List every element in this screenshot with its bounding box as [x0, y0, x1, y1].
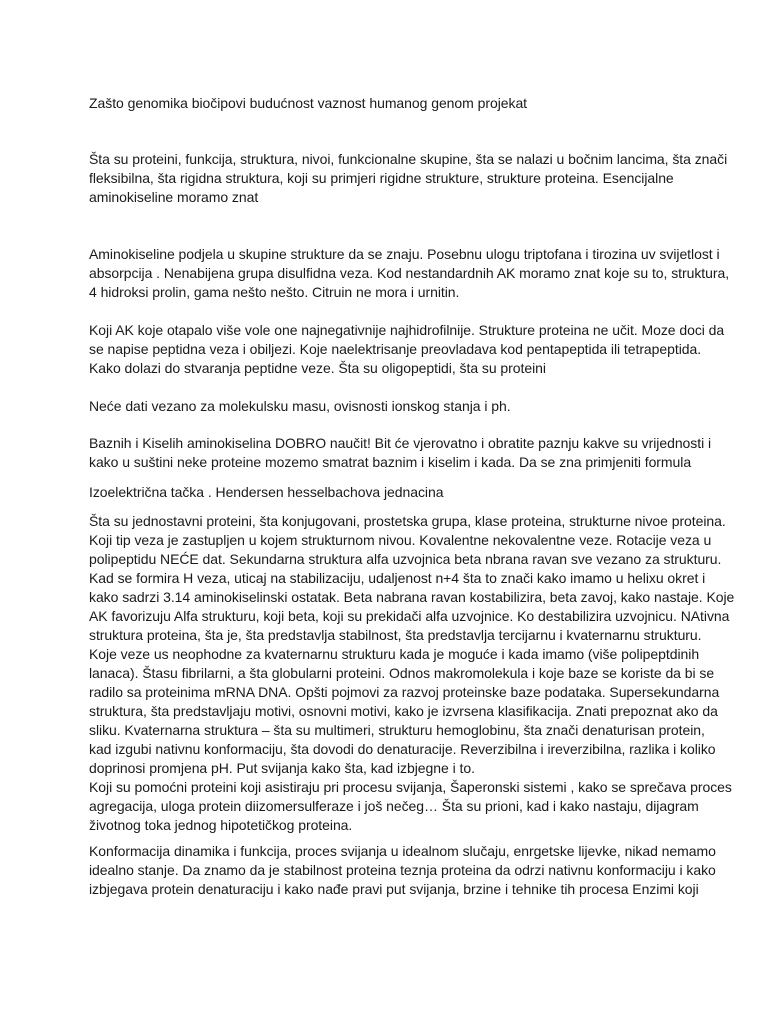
text-line: aminokiseline moramo znat — [89, 189, 259, 205]
text-line: Zašto genomika biočipovi budućnost vaznost humanog genom projekat — [89, 95, 528, 111]
text-line: struktura, šta predstavljaju motivi, osnovni motivi, kako je izvrsena klasifikacija. Znati prepoznat ako da — [89, 703, 718, 719]
text-line: Kad se formira H veza, uticaj na stabilizaciju, udaljenost n+4 šta to znači kako imamo u helixu okret i — [89, 570, 706, 586]
text-line: agregacija, uloga protein diizomersulferaze i još nečeg… Šta su prioni, kad i kako nastaju, dijagram — [89, 798, 699, 814]
isoelectric-point-paragraph — [89, 483, 749, 502]
text-line: radilo sa proteinima mRNA DNA. Opšti pojmovi za razvoj proteinske baze podataka. Supersekundarna — [89, 684, 720, 700]
text-line: kako u suštini neke proteine mozemo smatrat baznim i kiselim i kada. Da se zna primjeniti formula — [89, 454, 692, 470]
amino-acids-paragraph — [89, 245, 749, 302]
text-line: lanaca). Štasu fibrilarni, a šta globularni proteini. Odnos makromolekula i koje baze se koriste da bi se — [89, 665, 715, 681]
text-line: struktura proteina, šta je, šta predstavlja stabilnost, šta predstavlja tercijarnu i kvaternarnu strukturu. — [89, 627, 702, 643]
text-line: izbjegava protein denaturaciju i kako nađe pravi put svijanja, brzine i tehnike tih procesa Enzimi koji — [89, 881, 699, 897]
text-line: životnog toka jednog hipotetičkog proteina. — [89, 817, 353, 833]
text-line: Aminokiseline podjela u skupine strukture da se znaju. Posebnu ulogu triptofana i tirozina uv svijetlost i — [89, 246, 720, 262]
text-line: Baznih i Kiselih aminokiselina DOBRO naučit! Bit će vjerovatno i obratite paznju kakve su vrijednosti i — [89, 435, 712, 451]
text-line: Izoelektrična tačka . Hendersen hesselbachova jednacina — [89, 484, 444, 500]
proteins-paragraph — [89, 150, 749, 207]
text-line: fleksibilna, šta rigidna struktura, koji su primjeri rigidne strukture, strukture proteina. Esencijalne — [89, 170, 674, 186]
text-line: kako sadrzi 3.14 aminokiselinski ostatak. Beta nabrana ravan kostabilizira, beta zavoj, kako nastaje. Koje — [89, 589, 735, 605]
text-line: AK favorizuju Alfa strukturu, koji beta, koji su prekidači alfa uzvojnice. Ko destabilizira uzvojnicu. NAtivna — [89, 608, 730, 624]
conformation-paragraph — [89, 842, 749, 899]
text-line: Koji tip veza je zastupljen u kojem strukturnom nivou. Kovalentne nekovalentne veze. Rotacije veza u — [89, 532, 712, 548]
text-line: sliku. Kvaternarna struktura – šta su multimeri, strukturu hemoglobinu, šta znači denaturisan protein, — [89, 722, 705, 738]
text-line: Koji su pomoćni proteini koji asistiraju pri procesu svijanja, Šaperonski sistemi , kako se sprečava proces — [89, 779, 732, 795]
solvent-peptide-paragraph — [89, 321, 749, 378]
text-line: Koji AK koje otapalo više vole one najnegativnije najhidrofilnije. Strukture proteina ne učit. Moze doci da — [89, 322, 725, 338]
text-line: Kako dolazi do stvaranja peptidne veze. Šta su oligopeptidi, šta su proteini — [89, 360, 546, 376]
protein-structure-paragraph — [89, 512, 749, 835]
basic-acidic-paragraph — [89, 434, 749, 472]
text-line: doprinosi promjena pH. Put svijanja kako šta, kad izbjegne i to. — [89, 760, 475, 776]
text-line: Neće dati vezano za molekulsku masu, ovisnosti ionskog stanja i ph. — [89, 398, 511, 414]
text-line: idealno stanje. Da znamo da je stabilnost proteina teznja proteina da odrzi nativnu konformaciju i kako — [89, 862, 716, 878]
text-line: absorpcija . Nenabijena grupa disulfidna veza. Kod nestandardnih AK moramo znat koje su to, struktura, — [89, 265, 730, 281]
text-line: Konformacija dinamika i funkcija, proces svijanja u idealnom slučaju, enrgetske lijevke, nikad nemamo — [89, 843, 716, 859]
text-line: 4 hidroksi prolin, gama nešto nešto. Citruin ne mora i urnitin. — [89, 284, 460, 300]
text-line: Šta su jednostavni proteini, šta konjugovani, prostetska grupa, klase proteina, strukturne nivoe proteina. — [89, 513, 726, 529]
molecular-mass-paragraph — [89, 397, 749, 416]
text-line: se napise peptidna veza i obiljezi. Koje naelektrisanje preovladava kod pentapeptida ili tetrapeptida. — [89, 341, 702, 357]
heading-paragraph — [89, 94, 749, 113]
text-line: polipeptidu NEĆE dat. Sekundarna struktura alfa uzvojnica beta nbrana ravan sve vezano za strukturu. — [89, 551, 722, 567]
text-line: kad izgubi nativnu konformaciju, šta dovodi do denaturacije. Reverzibilna i ireverzibilna, razlika i koliko — [89, 741, 716, 757]
text-line: Šta su proteini, funkcija, struktura, nivoi, funkcionalne skupine, šta se nalazi u bočnim lancima, šta znači — [89, 151, 728, 167]
text-line: Koje veze us neophodne za kvaternarnu strukturu kada je moguće i kada imamo (više polipeptdinih — [89, 646, 700, 662]
